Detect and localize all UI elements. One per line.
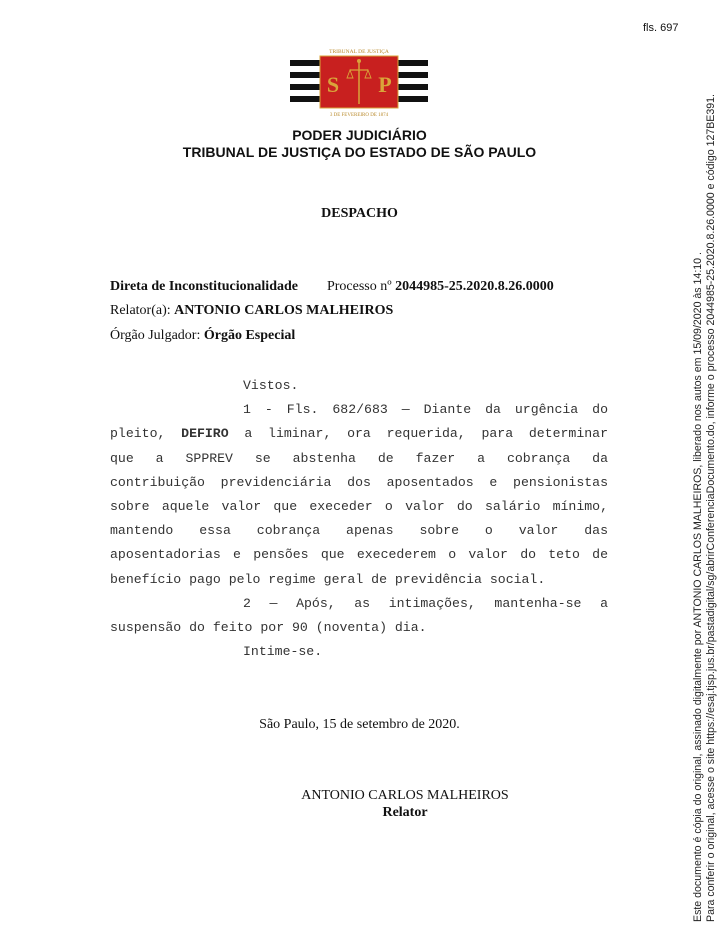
defiro-word: DEFIRO: [181, 426, 229, 442]
seal-letter-p: P: [378, 72, 392, 97]
case-class-line: [110, 279, 554, 295]
item2-line-2: suspensão do feito por 90 (noventa) dia.: [110, 620, 427, 636]
court-header: [0, 127, 719, 161]
header-line-2: TRIBUNAL DE JUSTIÇA DO ESTADO DE SÃO PAULO: [182, 144, 537, 160]
document-body: [110, 374, 608, 664]
vistos-line: Vistos.: [243, 378, 299, 393]
pleito-word: pleito,: [110, 426, 166, 442]
item1-line-1: 1 - Fls. 682/683 — Diante da urgência do: [243, 402, 608, 418]
item1-line-5: sobre aquele valor que execeder o valor do salário mínimo,: [110, 499, 608, 515]
header-line-1: PODER JUDICIÁRIO: [292, 127, 427, 143]
signer-role: Relator: [382, 805, 428, 820]
process-label: Processo nº: [326, 279, 392, 294]
seal-letter-s: S: [326, 72, 340, 97]
seal-top-text: TRIBUNAL DE JUSTIÇA: [329, 49, 389, 55]
seal-bottom-text: 3 DE FEVEREIRO DE 1874: [329, 113, 389, 118]
case-class: Direta de Inconstitucionalidade: [110, 279, 298, 294]
rapporteur-line: [110, 303, 393, 319]
item1-line-3: que a SPPREV se abstenha de fazer a cobrança da: [110, 450, 608, 466]
organ-name: Órgão Especial: [203, 328, 296, 343]
organ-line: [110, 328, 295, 344]
page-number: fls. 697: [643, 22, 679, 34]
item1-line-8: benefício pago pelo regime geral de previdência social.: [110, 571, 546, 587]
item1-line-4: contribuição previdenciária dos aposentados e pensionistas: [110, 474, 608, 490]
item1-line-7: aposentadorias e pensões que execederem o valor do teto de: [110, 547, 608, 563]
date-line: São Paulo, 15 de setembro de 2020.: [259, 717, 460, 732]
signer-name: ANTONIO CARLOS MALHEIROS: [301, 788, 509, 803]
rapporteur-name: ANTONIO CARLOS MALHEIROS: [174, 303, 394, 318]
court-seal-logo: [290, 48, 428, 120]
item1-line-2-rest: a liminar, ora requerida, para determinar: [244, 426, 608, 442]
signature-block: [0, 787, 719, 821]
item1-line-2: [110, 422, 608, 446]
intime-line: Intime-se.: [243, 644, 323, 660]
organ-label: Órgão Julgador:: [110, 328, 201, 343]
item1-line-6: mantendo essa cobrança apenas sobre o valor das: [110, 523, 608, 539]
process-number: 2044985-25.2020.8.26.0000: [395, 279, 554, 294]
side-note-line-2: Para conferir o original, acesse o site https://esaj.tjsp.jus.br/pastadigital/sg/abrirConferenciaDocumento.do, informe o processo 2044985-25.2020.8.26.0000 e código 127BE391.: [704, 94, 717, 922]
item2-line-1: 2 — Após, as intimações, mantenha-se a: [243, 595, 608, 611]
side-note-line-1: Este documento é cópia do original, assinado digitalmente por ANTONIO CARLOS MALHEIROS, liberado nos autos em 15/09/2020 às 14:10 .: [692, 252, 704, 922]
rapporteur-label: Relator(a):: [110, 303, 171, 318]
document-title: DESPACHO: [321, 206, 398, 221]
digital-signature-note: [692, 94, 717, 922]
